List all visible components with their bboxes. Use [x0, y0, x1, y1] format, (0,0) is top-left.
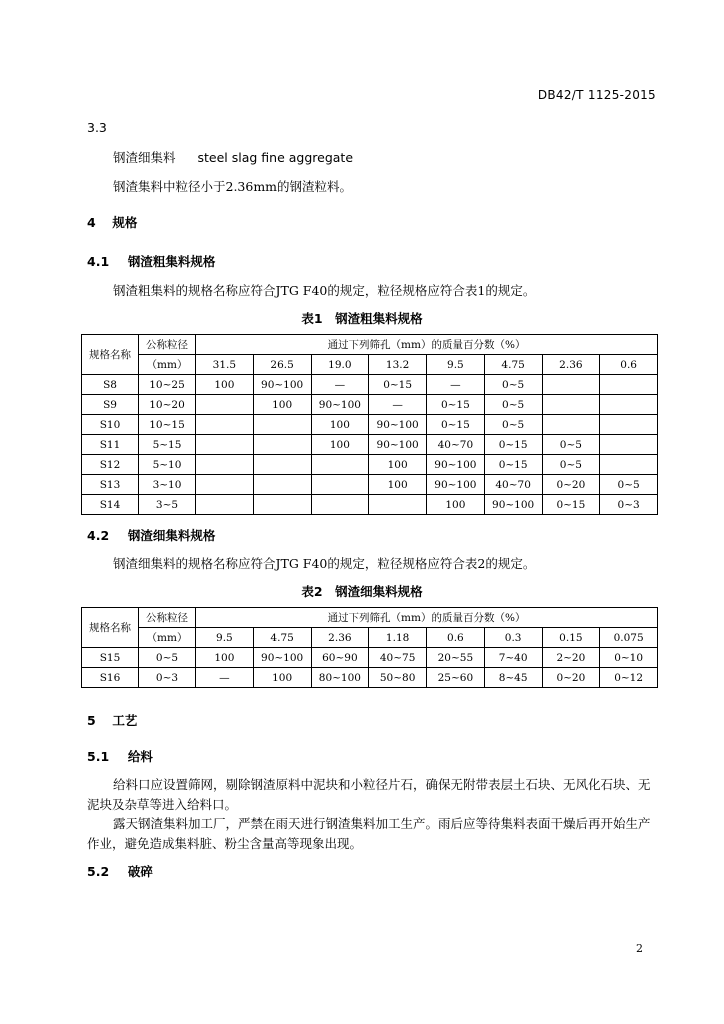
section-5-1-title: 给料 [127, 749, 153, 764]
table-2-sieve: 0.6 [427, 628, 485, 648]
section-5-1-para1-line1: 给料口应设置筛网，剔除钢渣原料中泥块和小粒径片石，确保无附带表层土石块、无风化石块、无 [113, 777, 651, 792]
table-1-cell: S12 [82, 455, 139, 475]
table-1-cell: 0~15 [369, 375, 427, 395]
table-1-cell: 90~100 [311, 395, 369, 415]
table-1-head-spec: 规格名称 [82, 335, 139, 375]
table-row [82, 395, 658, 415]
table-2-cell: 2~20 [542, 648, 600, 668]
table-row [82, 435, 658, 455]
page-number: 2 [636, 942, 643, 955]
table-1-cell [196, 435, 254, 455]
term-english: steel slag fine aggregate [197, 150, 354, 165]
table-1-sieve: 0.6 [600, 355, 658, 375]
table-1-cell: 100 [311, 415, 369, 435]
table-1-cell [253, 415, 311, 435]
table-1-cell: 0~20 [542, 475, 600, 495]
table-1-cell: 10~20 [139, 395, 196, 415]
section-5-2-heading [87, 862, 153, 880]
table-1-cell [196, 395, 254, 415]
table-1-cell [369, 495, 427, 515]
table-1-cell: 90~100 [484, 495, 542, 515]
table-1-cell [253, 435, 311, 455]
table-1-cell: S14 [82, 495, 139, 515]
table-2-sieve: 4.75 [253, 628, 311, 648]
table-2 [81, 607, 658, 688]
table-1-cell: 0~5 [484, 415, 542, 435]
table-2-cell: 80~100 [311, 668, 369, 688]
table-2-cell: 0~3 [139, 668, 196, 688]
table-2-cell: 0~12 [600, 668, 658, 688]
table-1-sieve: 13.2 [369, 355, 427, 375]
table-2-sieve: 0.075 [600, 628, 658, 648]
table-1-cell: 90~100 [369, 415, 427, 435]
table-1-cell [542, 415, 600, 435]
table-2-cell: 90~100 [253, 648, 311, 668]
table-2-head-spec: 规格名称 [82, 608, 139, 648]
table-1-cell [600, 415, 658, 435]
table-1-cell: 100 [311, 435, 369, 455]
table-1-cell: 10~15 [139, 415, 196, 435]
table-1-cell: 0~5 [484, 375, 542, 395]
table-1-cell: 5~15 [139, 435, 196, 455]
table-1-cell: — [311, 375, 369, 395]
table-1-cell: S8 [82, 375, 139, 395]
table-2-cell: 20~55 [427, 648, 485, 668]
table-1-cell: 0~15 [484, 435, 542, 455]
term-line [113, 148, 353, 166]
table-1-cell: 0~5 [600, 475, 658, 495]
section-4-1-number: 4.1 [87, 254, 110, 269]
table-1-cell [311, 495, 369, 515]
table-2-cell: 8~45 [484, 668, 542, 688]
table-1-sieve: 4.75 [484, 355, 542, 375]
table-1-cell [253, 495, 311, 515]
table-1-cell: 40~70 [484, 475, 542, 495]
table-2-caption: 表2 钢渣细集料规格 [301, 584, 423, 599]
table-row [82, 495, 658, 515]
section-5-number: 5 [87, 713, 96, 728]
table-1-cell: 3~5 [139, 495, 196, 515]
table-2-sieve: 0.3 [484, 628, 542, 648]
table-1-caption: 表1 钢渣粗集料规格 [301, 311, 423, 326]
section-4-1-heading [87, 252, 215, 270]
table-1-cell: 5~10 [139, 455, 196, 475]
table-1-cell [600, 455, 658, 475]
table-1-cell: 90~100 [369, 435, 427, 455]
table-1-cell [542, 395, 600, 415]
section-5-2-title: 破碎 [127, 864, 153, 879]
table-2-cell: 100 [253, 668, 311, 688]
section-4-2-number: 4.2 [87, 528, 110, 543]
table-1-cell: 40~70 [427, 435, 485, 455]
table-1-cell: 90~100 [253, 375, 311, 395]
table-1-cell: 90~100 [427, 475, 485, 495]
table-1-cell: 0~15 [484, 455, 542, 475]
table-2-cell: 40~75 [369, 648, 427, 668]
section-4-2-title: 钢渣细集料规格 [127, 528, 216, 543]
table-1-cell [196, 495, 254, 515]
table-1-cell: 0~15 [542, 495, 600, 515]
table-1-sieve: 31.5 [196, 355, 254, 375]
table-1-cell [542, 375, 600, 395]
section-5-1-heading [87, 747, 153, 765]
section-5-title: 工艺 [112, 713, 138, 728]
table-1-head-size-unit: （mm） [139, 355, 196, 375]
table-1-cell: 0~3 [600, 495, 658, 515]
table-2-cell: 50~80 [369, 668, 427, 688]
section-4-number: 4 [87, 215, 96, 230]
table-1-cell: 0~5 [484, 395, 542, 415]
term-definition: 钢渣集料中粒径小于2.36mm的钢渣粒料。 [113, 179, 353, 194]
table-2-cell: 100 [196, 648, 254, 668]
section-5-heading [87, 711, 137, 729]
table-1-sieve: 19.0 [311, 355, 369, 375]
table-2-head-pass: 通过下列筛孔（mm）的质量百分数（%） [196, 608, 658, 628]
table-1-cell: 100 [196, 375, 254, 395]
section-4-2-paragraph: 钢渣细集料的规格名称应符合JTG F40的规定，粒径规格应符合表2的规定。 [113, 556, 536, 571]
table-2-head-size: 公称粒径 [139, 608, 196, 628]
table-2-sieve: 0.15 [542, 628, 600, 648]
section-4-title: 规格 [112, 215, 138, 230]
table-1-cell [196, 455, 254, 475]
term-chinese: 钢渣细集料 [113, 150, 176, 165]
table-1-cell: 10~25 [139, 375, 196, 395]
table-1-cell [196, 415, 254, 435]
table-2-sieve: 9.5 [196, 628, 254, 648]
table-1-cell: — [427, 375, 485, 395]
section-5-1-number: 5.1 [87, 749, 110, 764]
table-row [82, 648, 658, 668]
table-1-cell: 0~15 [427, 395, 485, 415]
table-1-cell: 90~100 [427, 455, 485, 475]
table-1-cell: 0~15 [427, 415, 485, 435]
table-row [82, 668, 658, 688]
table-1-cell: S9 [82, 395, 139, 415]
table-1-head-pass: 通过下列筛孔（mm）的质量百分数（%） [196, 335, 658, 355]
table-1-cell [600, 435, 658, 455]
table-2-cell: — [196, 668, 254, 688]
table-2-cell: 7~40 [484, 648, 542, 668]
table-2-sieve: 1.18 [369, 628, 427, 648]
table-1-cell: 100 [427, 495, 485, 515]
section-4-2-heading [87, 526, 215, 544]
table-1-cell [253, 475, 311, 495]
table-1-cell: 100 [369, 455, 427, 475]
section-4-1-title: 钢渣粗集料规格 [127, 254, 216, 269]
table-1-sieve: 9.5 [427, 355, 485, 375]
table-1-cell [311, 475, 369, 495]
section-5-1-para2-line2: 作业，避免造成集料脏、粉尘含量高等现象出现。 [87, 836, 363, 851]
table-1-cell: 3~10 [139, 475, 196, 495]
table-1-cell [311, 455, 369, 475]
table-1 [81, 334, 658, 515]
table-2-cell: 60~90 [311, 648, 369, 668]
table-1-cell [600, 395, 658, 415]
table-1-cell: S13 [82, 475, 139, 495]
section-5-1-para2-line1: 露天钢渣集料加工厂，严禁在雨天进行钢渣集料加工生产。雨后应等待集料表面干燥后再开始生产 [113, 816, 651, 831]
table-2-cell: 25~60 [427, 668, 485, 688]
table-1-sieve: 26.5 [253, 355, 311, 375]
table-row [82, 415, 658, 435]
table-row [82, 475, 658, 495]
table-2-cell: 0~10 [600, 648, 658, 668]
table-2-cell: S16 [82, 668, 139, 688]
table-1-cell: 100 [253, 395, 311, 415]
table-row [82, 455, 658, 475]
table-1-cell: 100 [369, 475, 427, 495]
table-1-cell: 0~5 [542, 455, 600, 475]
section-4-heading [87, 213, 137, 231]
table-2-sieve: 2.36 [311, 628, 369, 648]
table-2-cell: S15 [82, 648, 139, 668]
section-4-1-paragraph: 钢渣粗集料的规格名称应符合JTG F40的规定，粒径规格应符合表1的规定。 [113, 283, 536, 298]
table-1-sieve: 2.36 [542, 355, 600, 375]
table-1-cell [253, 455, 311, 475]
table-1-cell: S10 [82, 415, 139, 435]
table-2-cell: 0~5 [139, 648, 196, 668]
table-1-cell: 0~5 [542, 435, 600, 455]
table-1-cell: — [369, 395, 427, 415]
table-1-cell: S11 [82, 435, 139, 455]
document-code: DB42/T 1125-2015 [537, 88, 656, 102]
table-1-cell [196, 475, 254, 495]
section-5-1-para1-line2: 泥块及杂草等进入给料口。 [87, 797, 238, 812]
section-5-2-number: 5.2 [87, 864, 110, 879]
table-row [82, 375, 658, 395]
table-2-cell: 0~20 [542, 668, 600, 688]
section-3-3-number: 3.3 [87, 120, 107, 135]
table-1-head-size: 公称粒径 [139, 335, 196, 355]
table-1-cell [600, 375, 658, 395]
table-2-head-size-unit: （mm） [139, 628, 196, 648]
